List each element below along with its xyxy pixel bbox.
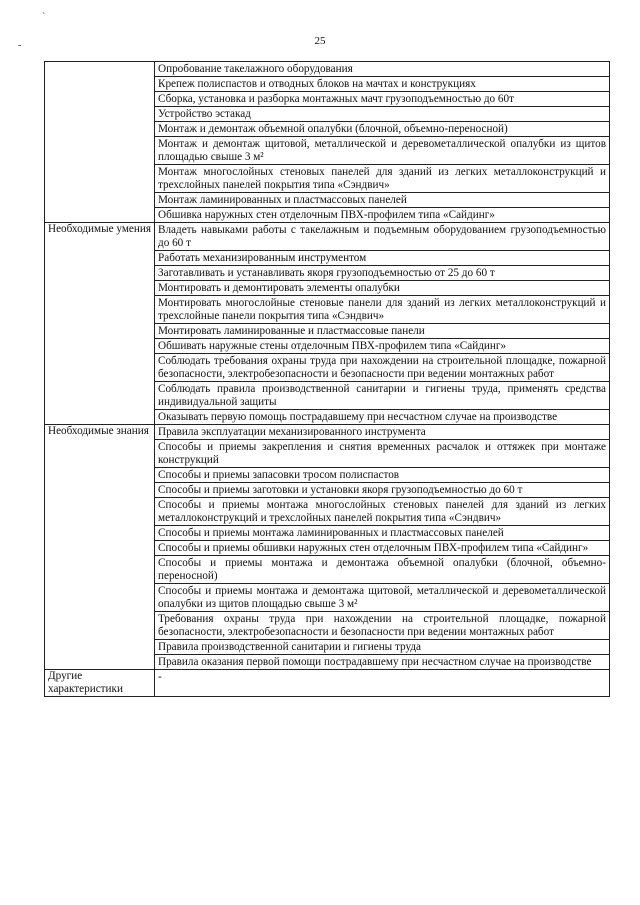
list-item: - — [158, 671, 162, 683]
list-item: Оказывать первую помощь пострадавшему при несчастном случае на производстве — [155, 409, 609, 424]
section-row — [45, 670, 610, 697]
list-item: Монтировать ламинированные и пластмассовые панели — [155, 323, 609, 338]
list-item: Работать механизированным инструментом — [155, 250, 609, 265]
section-label: Необходимые знания — [45, 425, 155, 670]
section-label: Другие характеристики — [45, 670, 155, 697]
section-row — [45, 62, 610, 223]
list-item: Заготавливать и устанавливать якоря грузоподъемностью от 25 до 60 т — [155, 265, 609, 280]
section-items — [155, 62, 610, 223]
list-item: Соблюдать требования охраны труда при нахождении на строительной площадке, пожарной безопасности, электробезопасности и безопасности при ведении монтажных работ — [155, 353, 609, 381]
characteristics-table — [44, 61, 610, 697]
list-item: Способы и приемы монтажа ламинированных и пластмассовых панелей — [155, 525, 609, 540]
list-item: Правила эксплуатации механизированного инструмента — [158, 426, 426, 438]
page-number: 25 — [314, 35, 326, 47]
list-item: Соблюдать правила производственной санитарии и гигиены труда, применять средства индивидуальной защиты — [155, 381, 609, 409]
list-item: Обшивка наружных стен отделочным ПВХ-профилем типа «Сайдинг» — [155, 207, 609, 222]
list-item: Опробование такелажного оборудования — [158, 63, 353, 75]
margin-mark-top: ` — [42, 12, 46, 23]
list-item: Монтаж многослойных стеновых панелей для зданий из легких металлоконструкций и трехслойных панелей покрытия типа «Сэндвич» — [155, 164, 609, 192]
list-item: Способы и приемы обшивки наружных стен отделочным ПВХ-профилем типа «Сайдинг» — [155, 540, 609, 555]
list-item: Требования охраны труда при нахождении на строительной площадке, пожарной безопасности, электробезопасности и безопасности при ведении монтажных работ — [155, 611, 609, 639]
list-item: Монтаж ламинированных и пластмассовых панелей — [155, 192, 609, 207]
list-item: Правила производственной санитарии и гигиены труда — [155, 639, 609, 654]
section-row — [45, 223, 610, 425]
list-item: Монтировать многослойные стеновые панели для зданий из легких металлоконструкций и трехслойные панели покрытия типа «Сэндвич» — [155, 295, 609, 323]
list-item: Правила оказания первой помощи пострадавшему при несчастном случае на производстве — [155, 654, 609, 669]
section-items — [155, 223, 610, 425]
list-item: Способы и приемы заготовки и установки якоря грузоподъемностью до 60 т — [155, 482, 609, 497]
margin-mark-side: - — [18, 40, 22, 51]
list-item: Монтаж и демонтаж щитовой, металлической и деревометаллической опалубки из щитов площадью свыше 3 м² — [155, 136, 609, 164]
list-item: Способы и приемы монтажа и демонтажа щитовой, металлической и деревометаллической опалубки из щитов площадью свыше 3 м² — [155, 583, 609, 611]
section-label: Необходимые умения — [45, 223, 155, 425]
section-items — [155, 670, 610, 697]
section-items — [155, 425, 610, 670]
list-item: Сборка, установка и разборка монтажных мачт грузоподъемностью до 60т — [155, 91, 609, 106]
list-item: Способы и приемы закрепления и снятия временных расчалок и оттяжек при монтаже конструкций — [155, 439, 609, 467]
list-item: Устройство эстакад — [155, 106, 609, 121]
list-item: Владеть навыками работы с такелажным и подъемным оборудованием грузоподъемностью до 60 т — [158, 224, 606, 249]
section-label — [45, 62, 155, 223]
section-row — [45, 425, 610, 670]
list-item: Способы и приемы монтажа и демонтажа объемной опалубки (блочной, объемно-переносной) — [155, 555, 609, 583]
table-body — [45, 62, 610, 697]
list-item: Обшивать наружные стены отделочным ПВХ-профилем типа «Сайдинг» — [155, 338, 609, 353]
list-item: Крепеж полиспастов и отводных блоков на мачтах и конструкциях — [155, 76, 609, 91]
list-item: Монтировать и демонтировать элементы опалубки — [155, 280, 609, 295]
list-item: Монтаж и демонтаж объемной опалубки (блочной, объемно-переносной) — [155, 121, 609, 136]
list-item: Способы и приемы монтажа многослойных стеновых панелей для зданий из легких металлоконструкций и трехслойных панелей покрытия типа «Сэндвич» — [155, 497, 609, 525]
list-item: Способы и приемы запасовки тросом полиспастов — [155, 467, 609, 482]
